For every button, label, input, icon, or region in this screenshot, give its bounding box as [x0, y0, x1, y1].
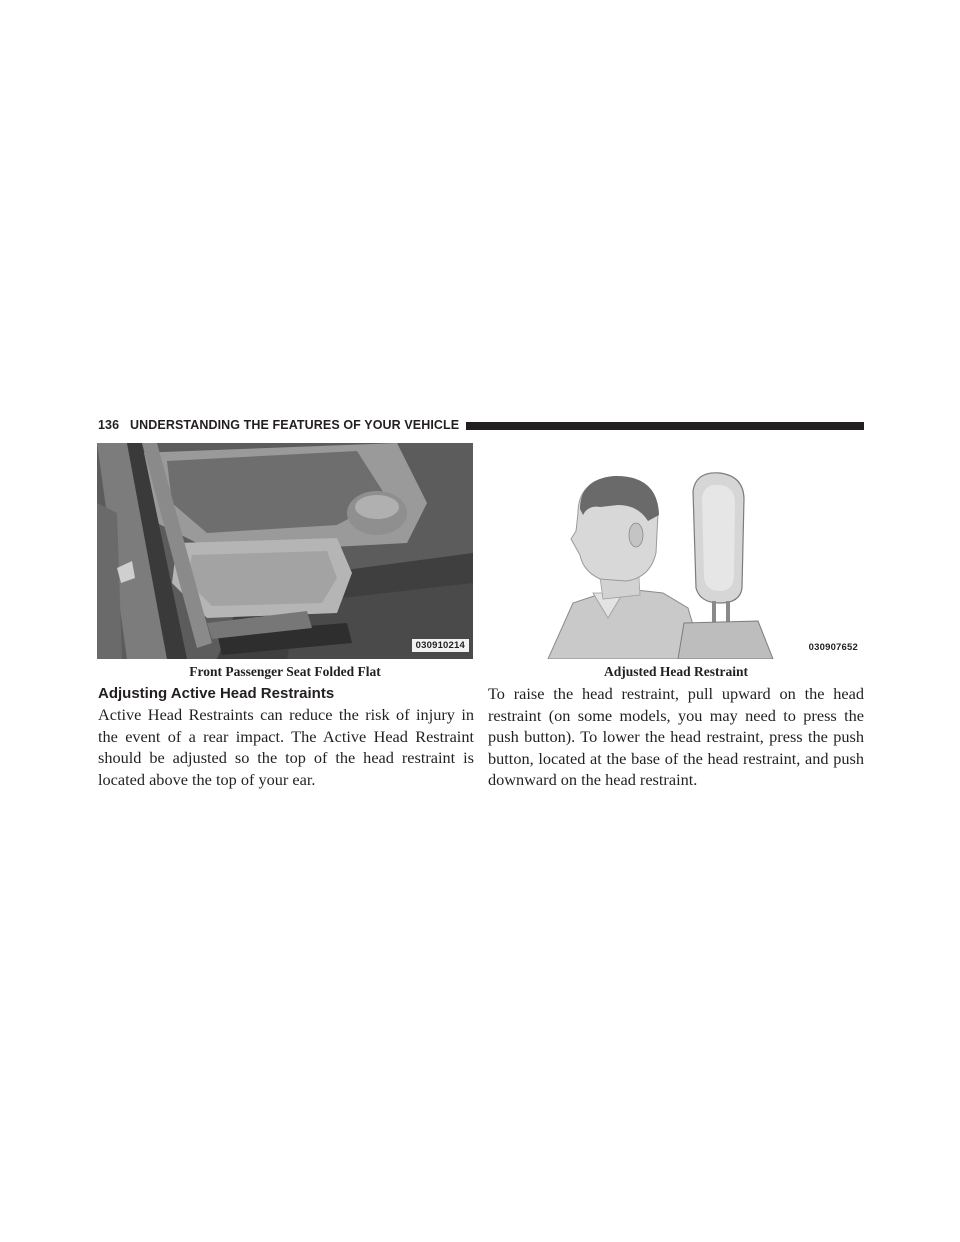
- figure-caption-right: Adjusted Head Restraint: [604, 664, 748, 679]
- figure-seat-folded: [97, 443, 473, 659]
- body-paragraph-right: To raise the head restraint, pull upward on the head restraint (on some models, you may need to press the push button). To lower the head restraint, press the push button, located at the base of the head restraint, and push downward on the head restraint.: [488, 684, 864, 789]
- header-rule: [466, 422, 864, 430]
- seat-illustration: [97, 443, 473, 659]
- head-restraint-illustration: [488, 443, 864, 659]
- page-header: [98, 416, 864, 436]
- section-title: UNDERSTANDING THE FEATURES OF YOUR VEHICLE: [130, 418, 460, 432]
- body-paragraph-left: Active Head Restraints can reduce the risk of injury in the event of a rear impact. The Active Head Restraint should be adjusted so the top of the head restraint is located above the top of your ear.: [98, 705, 474, 789]
- section-heading: Adjusting Active Head Restraints: [98, 685, 335, 702]
- figure-head-restraint: [488, 443, 864, 659]
- figure-id-label: 030910214: [412, 639, 469, 652]
- page-number: 136: [98, 418, 120, 432]
- figure-caption-left: Front Passenger Seat Folded Flat: [189, 664, 381, 679]
- figure-id-label: 030907652: [808, 642, 858, 653]
